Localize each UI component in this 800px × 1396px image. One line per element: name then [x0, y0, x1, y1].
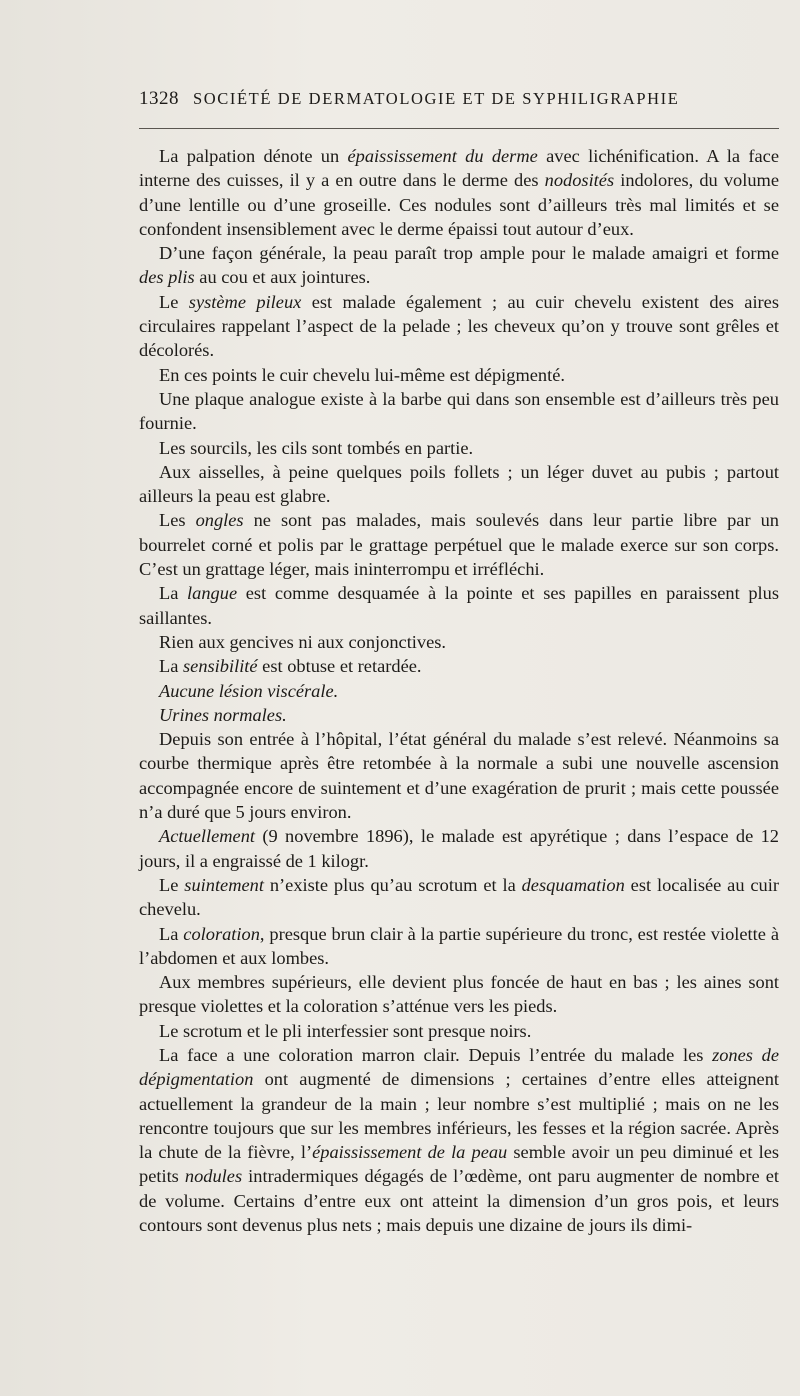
- paragraph: [139, 727, 779, 824]
- paragraph: [139, 703, 779, 727]
- running-title: SOCIÉTÉ DE DERMATOLOGIE ET DE SYPHILIGRAPHIE: [193, 89, 680, 108]
- text-run: ont augmenté de dimensions ; certaines d’entre elles atteignent actuellement la grandeur de la main ; leur nombre s’est multiplié ; mais on ne les rencontre toujours que sur les membres inférieurs, les fesses et la région sacrée. Après la chute de la fièvre, l’: [139, 1069, 779, 1163]
- text-run: La palpation dénote un: [159, 146, 348, 166]
- paragraph: [139, 387, 779, 436]
- paragraph: [139, 824, 779, 873]
- text-run: D’une façon générale, la peau paraît trop ample pour le malade amaigri et forme: [159, 243, 779, 264]
- paragraph: [139, 460, 779, 509]
- text-run: Aux aisselles, à peine quelques poils follets ; un léger duvet au pubis ; partout ailleurs la peau est glabre.: [139, 461, 779, 507]
- italic-run: zones de dépigmentation: [139, 1044, 779, 1090]
- italic-run: épaississement du derme: [347, 146, 538, 166]
- text-run: Les sourcils, les cils sont tombés en partie.: [159, 437, 474, 458]
- text-run: Le: [159, 291, 189, 312]
- italic-run: suintement: [184, 874, 264, 895]
- italic-run: langue: [187, 583, 238, 604]
- text-run: La: [159, 583, 188, 604]
- header-rule: [139, 128, 779, 129]
- paragraph: [139, 1043, 779, 1237]
- body-text: [139, 144, 779, 1237]
- italic-run: sensibilité: [183, 656, 258, 677]
- text-run: Le: [159, 874, 185, 895]
- paragraph: [139, 970, 779, 1019]
- text-run: Une plaque analogue existe à la barbe qui dans son ensemble est d’ailleurs très peu fournie.: [139, 388, 779, 434]
- text-run: est obtuse et retardée.: [257, 656, 422, 677]
- italic-run: Urines normales.: [159, 704, 287, 725]
- text-run: est malade également ; au cuir chevelu existent des aires circulaires rappelant l’aspect de la pelade ; les cheveux qu’on y trouve sont grêles et décolorés.: [139, 291, 780, 361]
- italic-run: Actuellement: [159, 826, 255, 847]
- page-number: 1328: [139, 88, 179, 109]
- text-run: ne sont pas malades, mais soulevés dans leur partie libre par un bourrelet corné et polis par le grattage perpétuel que le malade exerce sur son corps. C’est un grattage léger, mais ininterrompu et irréfléchi.: [139, 510, 779, 580]
- italic-run: Aucune lésion viscérale.: [159, 680, 339, 701]
- text-run: avec lichénification. A la face interne des cuisses, il y a en outre dans le derme des: [139, 146, 779, 191]
- paragraph: [139, 1019, 779, 1043]
- running-header: [139, 88, 779, 110]
- text-run: est localisée au cuir chevelu.: [139, 874, 779, 920]
- text-run: au cou et aux jointures.: [194, 267, 371, 288]
- italic-run: système pileux: [188, 291, 302, 312]
- italic-run: desquamation: [521, 874, 625, 895]
- paragraph: [139, 679, 779, 703]
- text-run: , presque brun clair à la partie supérieure du tronc, est restée violette à l’abdomen et aux lombes.: [139, 923, 779, 968]
- text-run: Depuis son entrée à l’hôpital, l’état général du malade s’est relevé. Néanmoins sa courbe thermique après être retombée à la normale a subi une nouvelle ascension accompagnée encore de suintement et d’une exagération de prurit ; mais cette poussée n’a duré que 5 jours environ.: [139, 729, 779, 823]
- paragraph: [139, 436, 779, 460]
- italic-run: épaississement de la peau: [312, 1142, 508, 1163]
- text-run: Le scrotum et le pli interfessier sont presque noirs.: [159, 1020, 532, 1041]
- italic-run: coloration: [183, 923, 260, 944]
- paragraph: [139, 630, 779, 654]
- paragraph: [139, 290, 779, 363]
- text-run: n’existe plus qu’au scrotum et la: [263, 874, 522, 895]
- paragraph: [139, 144, 779, 241]
- italic-run: des plis: [139, 267, 195, 288]
- paragraph: [139, 241, 779, 290]
- text-run: est comme desquamée à la pointe et ses papilles en paraissent plus saillantes.: [139, 583, 779, 628]
- text-run: intradermiques dégagés de l’œdème, ont paru augmenter de nombre et de volume. Certains d’entre eux ont atteint la dimension d’un gros pois, et leurs contours sont devenus plus nets ; mais depuis une dizaine de jours ils dimi-: [139, 1166, 779, 1236]
- text-run: Les: [159, 510, 196, 531]
- text-run: indolores, du volume d’une lentille ou d’une groseille. Ces nodules sont d’ailleurs très mal limités et se confondent insensiblement avec le derme épaissi tout autour d’eux.: [139, 170, 779, 239]
- text-run: Aux membres supérieurs, elle devient plus foncée de haut en bas ; les aines sont presque violettes et la coloration s’atténue vers les pieds.: [139, 972, 779, 1017]
- text-run: (9 novembre 1896), le malade est apyrétique ; dans l’espace de 12 jours, il a engraissé de 1 kilogr.: [139, 826, 779, 871]
- paragraph: [139, 581, 779, 630]
- text-run: semble avoir un peu diminué et les petits: [139, 1142, 780, 1187]
- italic-run: nodules: [184, 1166, 243, 1187]
- text-run: En ces points le cuir chevelu lui-même est dépigmenté.: [159, 364, 565, 385]
- paragraph: [139, 363, 779, 387]
- paragraph: [139, 922, 779, 971]
- text-run: La face a une coloration marron clair. Depuis l’entrée du malade les: [159, 1044, 713, 1065]
- text-run: La: [159, 656, 183, 677]
- paragraph: [139, 873, 779, 922]
- italic-run: ongles: [195, 510, 244, 531]
- paragraph: [139, 508, 779, 581]
- text-run: Rien aux gencives ni aux conjonctives.: [159, 631, 447, 652]
- italic-run: nodosités: [544, 170, 615, 191]
- text-run: La: [159, 923, 184, 944]
- paragraph: [139, 654, 779, 678]
